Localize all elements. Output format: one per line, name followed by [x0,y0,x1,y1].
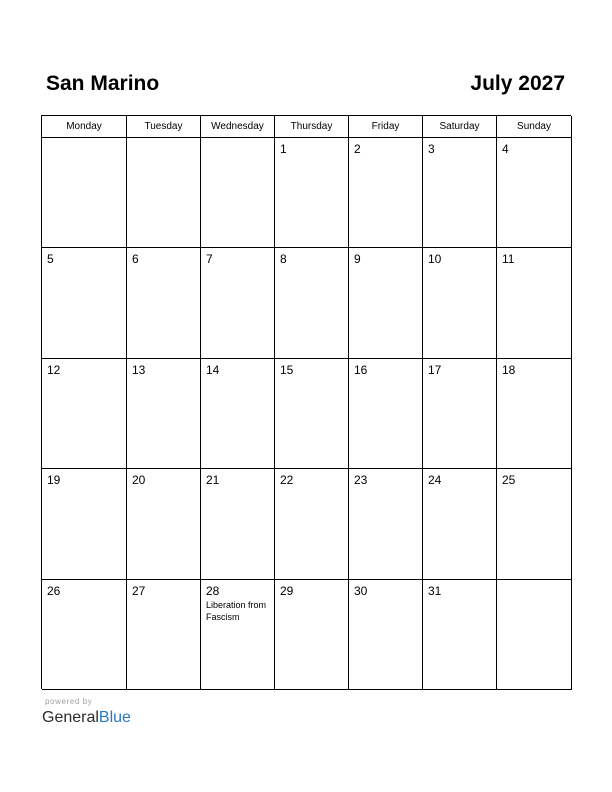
day-number: 16 [354,362,368,377]
weekday-header-wednesday: Wednesday [201,116,275,138]
day-number: 5 [47,252,54,267]
country-title: San Marino [46,72,160,95]
day-number: 26 [47,583,61,598]
day-cell [423,469,497,579]
day-cell [349,138,423,248]
day-number: 21 [206,473,220,488]
day-cell [497,138,572,248]
day-cell [42,138,127,248]
day-number: 2 [354,142,361,156]
weekday-header-saturday: Saturday [423,116,497,138]
month-year-title: July 2027 [470,72,565,95]
powered-by-text: powered by [45,697,93,706]
day-cell [42,469,127,579]
day-number: 18 [502,362,516,377]
day-cell [349,469,423,579]
day-cell [127,138,201,248]
day-cell [497,580,572,690]
day-number: 15 [280,362,294,377]
day-cell [201,248,275,358]
day-number: 29 [280,583,294,598]
day-cell [275,138,349,248]
day-cell [275,469,349,579]
day-number: 22 [280,473,294,488]
day-cell [201,469,275,579]
generalblue-branding [42,697,131,728]
logo-general-text: General [42,709,99,726]
day-cell [42,248,127,358]
holiday-label: Liberation from Fascism [206,599,267,622]
day-number: 14 [206,362,220,377]
day-cell [423,138,497,248]
day-cell [275,248,349,358]
day-number: 27 [132,583,146,598]
day-cell [201,359,275,469]
weekday-header-monday: Monday [42,116,127,138]
day-number: 12 [47,362,61,377]
day-number: 3 [428,142,435,156]
day-cell [349,248,423,358]
day-number: 19 [47,473,61,488]
day-cell [127,359,201,469]
weekday-header-thursday: Thursday [275,116,349,138]
day-number: 17 [428,362,442,377]
day-number: 28 [206,583,220,598]
day-cell-holiday [201,580,275,690]
day-cell [349,359,423,469]
day-number: 1 [280,142,287,156]
generalblue-logo [42,708,131,728]
day-number: 23 [354,473,368,488]
day-cell [349,580,423,690]
day-cell [423,248,497,358]
day-number: 8 [280,252,287,267]
day-cell [127,469,201,579]
day-number: 11 [502,252,515,267]
weekday-header-tuesday: Tuesday [127,116,201,138]
day-cell [275,580,349,690]
day-number: 7 [206,252,213,267]
day-number: 9 [354,252,361,267]
day-number: 30 [354,583,368,598]
logo-blue-text: Blue [98,709,131,726]
day-number: 13 [132,362,146,377]
day-cell [497,359,572,469]
weekday-header-sunday: Sunday [497,116,572,138]
day-cell [201,138,275,248]
day-number: 31 [428,583,442,598]
day-number: 10 [428,252,442,267]
day-cell [423,359,497,469]
day-number: 6 [132,252,139,267]
day-cell [42,580,127,690]
day-cell [497,248,572,358]
day-cell [423,580,497,690]
calendar-grid [41,115,571,689]
day-cell [127,248,201,358]
day-cell [42,359,127,469]
day-cell [275,359,349,469]
day-number: 25 [502,473,516,488]
day-number: 4 [502,142,509,156]
day-number: 24 [428,473,442,488]
day-cell [497,469,572,579]
day-cell [127,580,201,690]
day-number: 20 [132,473,146,488]
weekday-header-friday: Friday [349,116,423,138]
